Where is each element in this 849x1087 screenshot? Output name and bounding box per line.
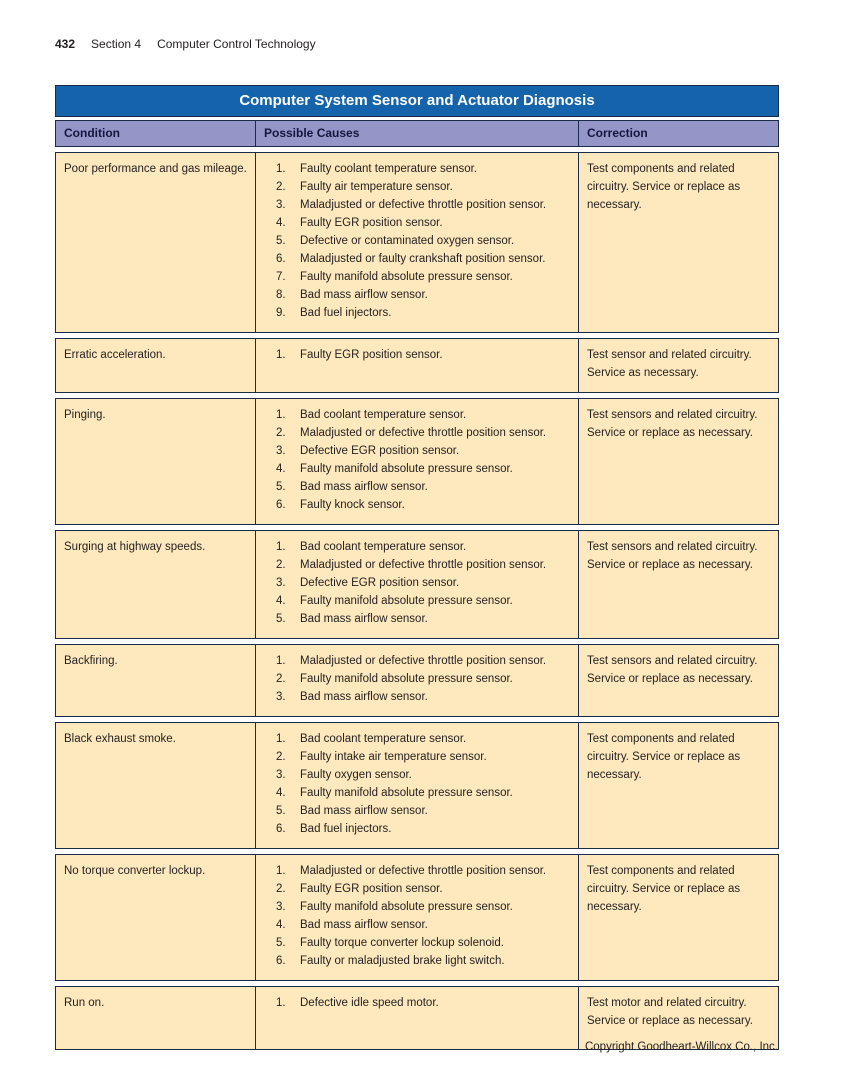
cause-item: Maladjusted or defective throttle position sensor. xyxy=(300,427,547,439)
condition-cell xyxy=(56,153,256,332)
causes-list xyxy=(264,730,570,838)
correction-text: Test components and related circuitry. Service or replace as necessary. xyxy=(587,163,741,211)
cause-item: Maladjusted or faulty crankshaft position sensor. xyxy=(300,253,546,265)
correction-cell xyxy=(579,399,778,524)
causes-list xyxy=(264,862,570,970)
cause-item: Faulty coolant temperature sensor. xyxy=(300,163,478,175)
cause-item: Bad mass airflow sensor. xyxy=(300,691,428,703)
causes-list xyxy=(264,994,570,1012)
correction-text: Test sensors and related circuitry. Service or replace as necessary. xyxy=(587,655,758,685)
page-header xyxy=(55,37,316,51)
causes-list xyxy=(264,406,570,514)
cause-item: Faulty EGR position sensor. xyxy=(300,883,443,895)
correction-cell xyxy=(579,855,778,980)
correction-text: Test components and related circuitry. Service or replace as necessary. xyxy=(587,865,741,913)
correction-cell xyxy=(579,723,778,848)
condition-cell xyxy=(56,855,256,980)
cause-item: Bad coolant temperature sensor. xyxy=(300,733,467,745)
cause-item: Faulty torque converter lockup solenoid. xyxy=(300,937,504,949)
cause-item: Bad mass airflow sensor. xyxy=(300,289,428,301)
table-body xyxy=(55,152,779,1050)
correction-text: Test sensors and related circuitry. Service or replace as necessary. xyxy=(587,541,758,571)
condition-text: Pinging. xyxy=(64,409,106,421)
cause-item: Bad mass airflow sensor. xyxy=(300,919,428,931)
cause-item: Faulty intake air temperature sensor. xyxy=(300,751,487,763)
cause-item: Bad mass airflow sensor. xyxy=(300,481,428,493)
cause-item: Faulty or maladjusted brake light switch. xyxy=(300,955,505,967)
table-row xyxy=(55,152,779,333)
possible-causes-cell xyxy=(256,153,579,332)
correction-cell xyxy=(579,153,778,332)
causes-list xyxy=(264,346,570,364)
possible-causes-cell xyxy=(256,987,579,1049)
table-row xyxy=(55,530,779,639)
correction-text: Test components and related circuitry. Service or replace as necessary. xyxy=(587,733,741,781)
cause-item: Defective EGR position sensor. xyxy=(300,577,460,589)
cause-item: Faulty knock sensor. xyxy=(300,499,405,511)
cause-item: Faulty EGR position sensor. xyxy=(300,349,443,361)
cause-item: Maladjusted or defective throttle position sensor. xyxy=(300,865,547,877)
cause-item: Faulty manifold absolute pressure sensor. xyxy=(300,595,513,607)
condition-cell xyxy=(56,339,256,392)
causes-list xyxy=(264,652,570,706)
column-header-possible-causes: Possible Causes xyxy=(256,121,579,146)
possible-causes-cell xyxy=(256,399,579,524)
possible-causes-cell xyxy=(256,723,579,848)
cause-item: Maladjusted or defective throttle position sensor. xyxy=(300,559,547,571)
cause-item: Faulty manifold absolute pressure sensor. xyxy=(300,673,513,685)
condition-cell xyxy=(56,399,256,524)
cause-item: Faulty manifold absolute pressure sensor. xyxy=(300,271,513,283)
cause-item: Bad coolant temperature sensor. xyxy=(300,409,467,421)
possible-causes-cell xyxy=(256,855,579,980)
possible-causes-cell xyxy=(256,339,579,392)
cause-item: Faulty manifold absolute pressure sensor. xyxy=(300,901,513,913)
causes-list xyxy=(264,160,570,322)
table-row xyxy=(55,722,779,849)
cause-item: Faulty EGR position sensor. xyxy=(300,217,443,229)
possible-causes-cell xyxy=(256,531,579,638)
cause-item: Defective or contaminated oxygen sensor. xyxy=(300,235,515,247)
condition-text: Black exhaust smoke. xyxy=(64,733,176,745)
cause-item: Defective EGR position sensor. xyxy=(300,445,460,457)
cause-item: Faulty oxygen sensor. xyxy=(300,769,412,781)
diagnosis-table xyxy=(55,85,779,1055)
condition-cell xyxy=(56,723,256,848)
correction-text: Test sensors and related circuitry. Service or replace as necessary. xyxy=(587,409,758,439)
cause-item: Bad mass airflow sensor. xyxy=(300,613,428,625)
condition-cell xyxy=(56,645,256,716)
cause-item: Maladjusted or defective throttle position sensor. xyxy=(300,199,547,211)
cause-item: Maladjusted or defective throttle position sensor. xyxy=(300,655,547,667)
condition-text: No torque converter lockup. xyxy=(64,865,206,877)
column-header-correction: Correction xyxy=(587,126,648,140)
page-number: 432 xyxy=(55,37,76,51)
table-row xyxy=(55,854,779,981)
section-label: Section 4 xyxy=(91,37,142,51)
table-row xyxy=(55,338,779,393)
cause-item: Bad fuel injectors. xyxy=(300,307,392,319)
condition-text: Poor performance and gas mileage. xyxy=(64,163,247,175)
chapter-title: Computer Control Technology xyxy=(157,37,316,51)
table-title: Computer System Sensor and Actuator Diagnosis xyxy=(55,85,779,117)
correction-text: Test sensor and related circuitry. Service as necessary. xyxy=(587,349,752,379)
condition-text: Backfiring. xyxy=(64,655,118,667)
table-row xyxy=(55,644,779,717)
correction-cell xyxy=(579,645,778,716)
correction-cell xyxy=(579,339,778,392)
cause-item: Defective idle speed motor. xyxy=(300,997,439,1009)
correction-cell xyxy=(579,531,778,638)
cause-item: Faulty air temperature sensor. xyxy=(300,181,453,193)
condition-cell xyxy=(56,531,256,638)
correction-text: Test motor and related circuitry. Service or replace as necessary. xyxy=(587,997,753,1027)
table-row xyxy=(55,398,779,525)
condition-text: Surging at highway speeds. xyxy=(64,541,206,553)
condition-cell xyxy=(56,987,256,1049)
cause-item: Faulty manifold absolute pressure sensor. xyxy=(300,787,513,799)
copyright-notice: Copyright Goodheart-Willcox Co., Inc. xyxy=(584,1041,778,1053)
condition-text: Erratic acceleration. xyxy=(64,349,166,361)
correction-cell xyxy=(579,987,778,1049)
causes-list xyxy=(264,538,570,628)
cause-item: Faulty manifold absolute pressure sensor. xyxy=(300,463,513,475)
condition-text: Run on. xyxy=(64,997,105,1009)
cause-item: Bad mass airflow sensor. xyxy=(300,805,428,817)
possible-causes-cell xyxy=(256,645,579,716)
table-header-row xyxy=(55,120,779,147)
cause-item: Bad fuel injectors. xyxy=(300,823,392,835)
cause-item: Bad coolant temperature sensor. xyxy=(300,541,467,553)
column-header-condition: Condition xyxy=(56,121,256,146)
